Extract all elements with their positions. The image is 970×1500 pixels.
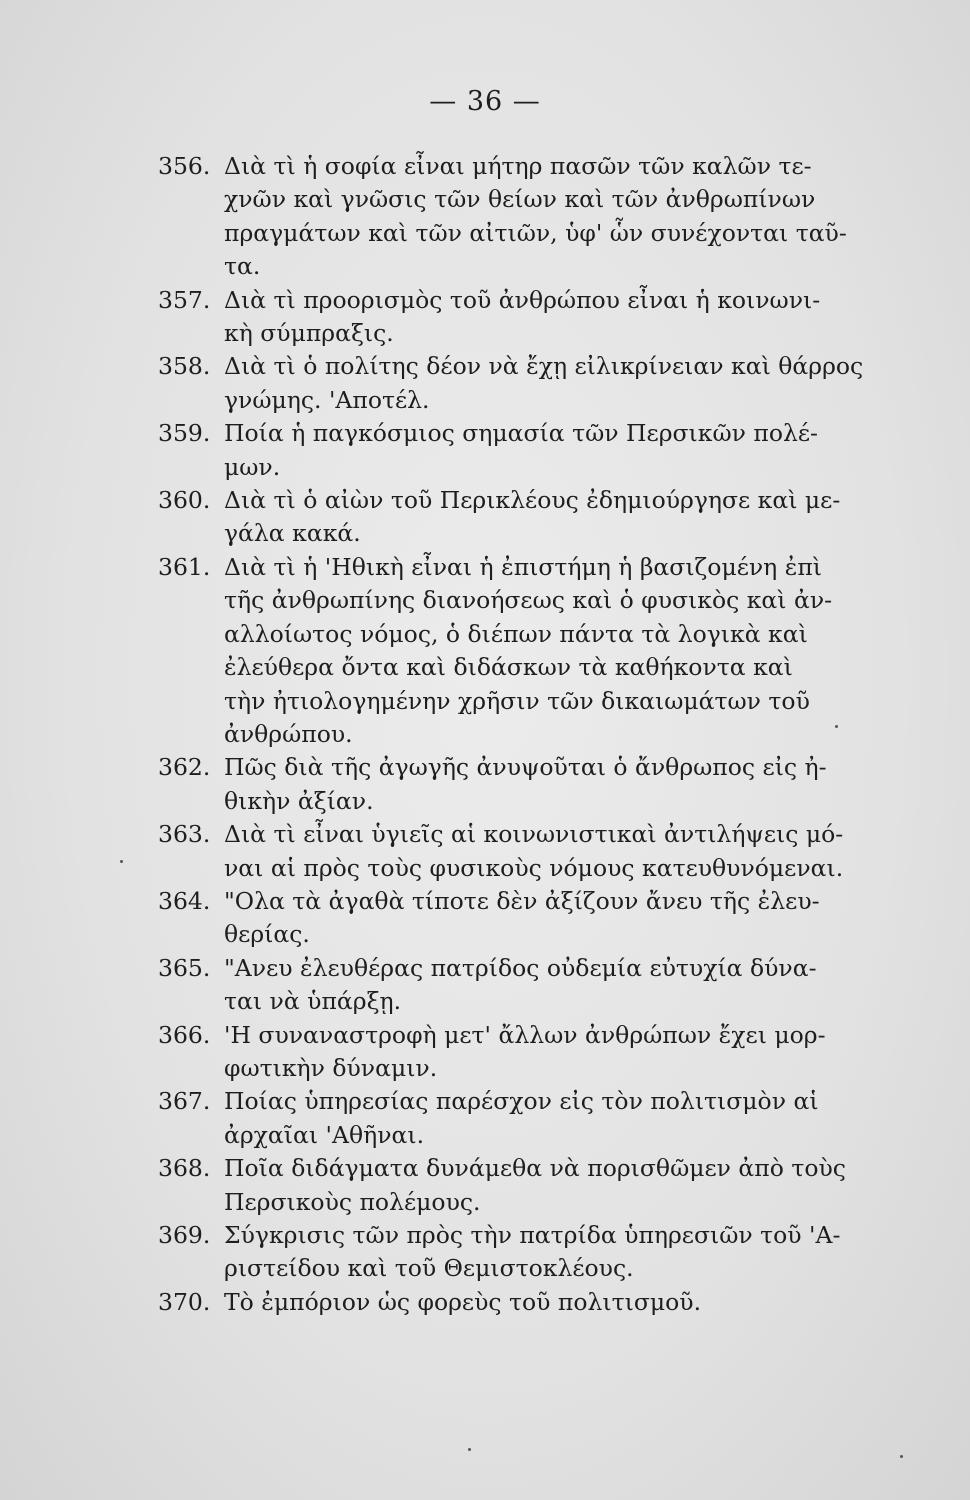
question-number: 365.	[158, 953, 211, 982]
question-text-line: γνώμης. 'Αποτέλ.	[224, 385, 430, 414]
question-item	[158, 1152, 878, 1219]
page-number: — 36 —	[429, 86, 541, 117]
question-text-line: Διὰ τὶ εἶναι ὑγιεῖς αἱ κοινωνιστικαὶ ἀντιλήψεις μό-	[224, 820, 844, 849]
question-text-line: γάλα κακά.	[224, 519, 361, 548]
question-text-line: θερίας.	[224, 920, 310, 949]
question-text-line: μων.	[224, 452, 281, 481]
question-text-line: "Ολα τὰ ἀγαθὰ τίποτε δὲν ἀξίζουν ἄνευ τῆς ἐλευ-	[224, 886, 820, 915]
question-number: 356.	[158, 152, 211, 180]
question-text-line: Διὰ τὶ προορισμὸς τοῦ ἀνθρώπου εἶναι ἡ κοινωνι-	[224, 285, 821, 314]
question-number: 359.	[158, 419, 211, 448]
question-text-line: τὴν ἠτιολογημένην χρῆσιν τῶν δικαιωμάτων τοῦ	[224, 686, 810, 715]
question-item	[158, 350, 878, 417]
question-text-line: ἐλεύθερα ὄντα καὶ διδάσκων τὰ καθήκοντα καὶ	[224, 653, 793, 682]
question-item	[158, 284, 878, 351]
question-item	[158, 818, 878, 885]
question-item	[158, 1219, 878, 1286]
question-number: 368.	[158, 1154, 211, 1183]
question-item	[158, 952, 878, 1019]
question-text-line: Ποία ἡ παγκόσμιος σημασία τῶν Περσικῶν πολέ-	[224, 419, 818, 448]
question-item	[158, 751, 878, 818]
question-number: 361.	[158, 552, 211, 581]
question-number: 358.	[158, 352, 211, 381]
question-text-line: τῆς ἀνθρωπίνης διανοήσεως καὶ ὁ φυσικὸς καὶ ἀν-	[224, 586, 833, 615]
question-number: 367.	[158, 1087, 211, 1116]
question-text-line: ται νὰ ὑπάρξῃ.	[224, 987, 402, 1016]
question-text-line: κὴ σύμπραξις.	[224, 319, 394, 348]
question-text-line: Πῶς διὰ τῆς ἀγωγῆς ἀνυψοῦται ὁ ἄνθρωπος εἰς ἠ-	[224, 753, 827, 782]
question-text-line: Τὸ ἐμπόριον ὡς φορεὺς τοῦ πολιτισμοῦ.	[224, 1287, 702, 1316]
question-item	[158, 1085, 878, 1152]
question-item	[158, 1286, 878, 1319]
question-item	[158, 885, 878, 952]
question-number: 362.	[158, 753, 211, 782]
question-text-line: Ποῖα διδάγματα δυνάμεθα νὰ πορισθῶμεν ἀπὸ τοὺς	[224, 1154, 846, 1183]
question-text-line: Διὰ τὶ ὁ αἰὼν τοῦ Περικλέους ἐδημιούργησε καὶ με-	[224, 486, 841, 515]
question-number: 369.	[158, 1221, 211, 1249]
question-item	[158, 1019, 878, 1086]
question-text-line: χνῶν καὶ γνῶσις τῶν θείων καὶ τῶν ἀνθρωπίνων	[224, 185, 816, 214]
question-text-line: Διὰ τὶ ἡ σοφία εἶναι μήτηρ πασῶν τῶν καλῶν τε-	[224, 152, 812, 180]
question-text-line: Σύγκρισις τῶν πρὸς τὴν πατρίδα ὑπηρεσιῶν τοῦ 'Α-	[224, 1221, 841, 1249]
question-text-line: τα.	[224, 252, 261, 281]
question-text-line: ἀνθρώπου.	[224, 719, 353, 748]
question-item	[158, 484, 878, 551]
question-text-line: Ποίας ὑπηρεσίας παρέσχον εἰς τὸν πολιτισμὸν αἱ	[224, 1087, 819, 1116]
question-text-line: Περσικοὺς πολέμους.	[224, 1187, 481, 1216]
question-number: 366.	[158, 1020, 211, 1049]
question-text-line: ναι αἱ πρὸς τοὺς φυσικοὺς νόμους κατευθυνόμεναι.	[224, 853, 844, 882]
question-text-line: ριστείδου καὶ τοῦ Θεμιστοκλέους.	[224, 1254, 634, 1283]
question-list	[158, 150, 878, 1319]
question-number: 363.	[158, 820, 211, 849]
question-number: 357.	[158, 285, 211, 314]
question-text-line: αλλοίωτος νόμος, ὁ διέπων πάντα τὰ λογικὰ καὶ	[224, 619, 808, 648]
print-speck	[900, 1455, 903, 1458]
question-item	[158, 417, 878, 484]
question-number: 364.	[158, 886, 211, 915]
question-text-line: 'Η συναναστροφὴ μετ' ἄλλων ἀνθρώπων ἔχει μορ-	[224, 1020, 826, 1049]
print-speck	[120, 860, 123, 863]
question-item	[158, 551, 878, 751]
print-speck	[468, 1448, 471, 1451]
question-text-line: Διὰ τὶ ὁ πολίτης δέον νὰ ἔχῃ εἰλικρίνειαν καὶ θάρρος	[224, 352, 864, 381]
print-speck	[835, 725, 838, 728]
question-text-line: Διὰ τὶ ἡ 'Ηθικὴ εἶναι ἡ ἐπιστήμη ἡ βασιζομένη ἐπὶ	[224, 552, 822, 581]
question-item	[158, 150, 878, 284]
question-text-line: πραγμάτων καὶ τῶν αἰτιῶν, ὑφ' ὧν συνέχονται ταῦ-	[224, 218, 847, 247]
question-text-line: "Ανευ ἐλευθέρας πατρίδος οὐδεμία εὐτυχία δύνα-	[224, 953, 817, 982]
question-text-line: θικὴν ἀξίαν.	[224, 786, 374, 815]
question-text-line: ἀρχαῖαι 'Αθῆναι.	[224, 1120, 425, 1149]
question-number: 360.	[158, 486, 211, 515]
question-number: 370.	[158, 1287, 211, 1316]
question-text-line: φωτικὴν δύναμιν.	[224, 1053, 438, 1082]
